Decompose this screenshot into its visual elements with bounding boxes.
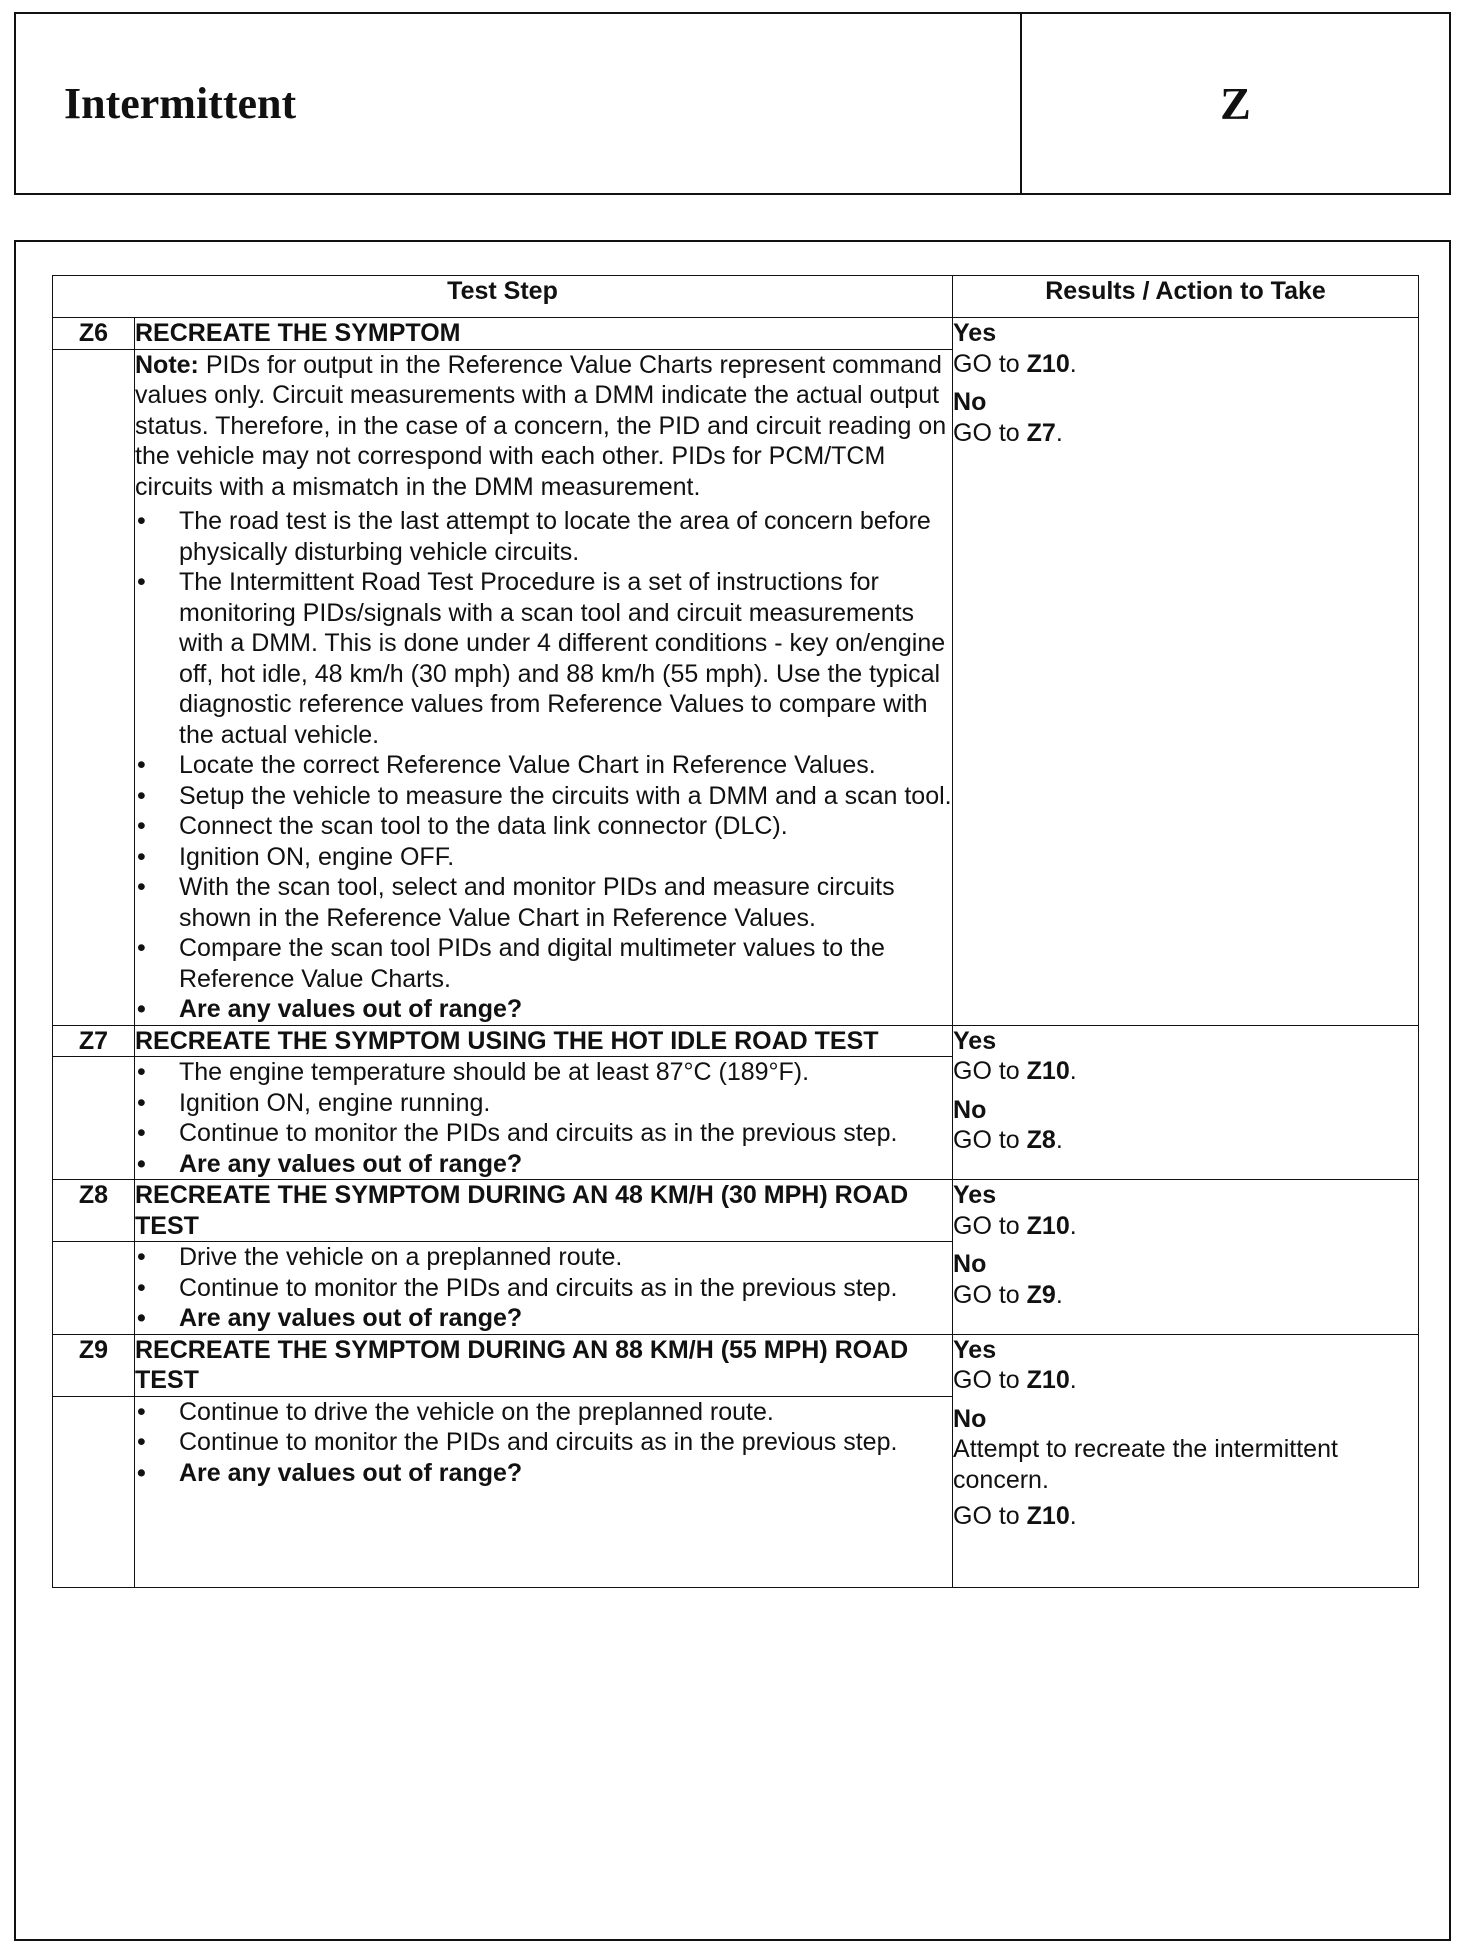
step-results: Yes GO to Z10. No Attempt to recreate the intermittent concern. GO to Z10. [953,1334,1419,1587]
step-title: RECREATE THE SYMPTOM USING THE HOT IDLE ROAD TEST [135,1025,953,1057]
note-text: PIDs for output in the Reference Value Charts represent command values only. Circuit measurements with a DMM indicate the actual output status. Therefore, in the case of a concern, the PID and circuit reading on the vehicle may not correspond with each other. PIDs for PCM/TCM circuits with a mismatch in the DMM measurement. [135,350,947,501]
go-to-link[interactable]: Z9 [1026,1280,1056,1309]
question-item: • Are any values out of range? [135,994,952,1025]
bullet-item: • The Intermittent Road Test Procedure is a set of instructions for monitoring PIDs/signals with a scan tool and circuit measurements with a DMM. This is done under 4 different conditions - key on/engine off, hot idle, 48 km/h (30 mph) and 88 km/h (55 mph). Use the typical diagnostic reference values from Reference Values to compare with the actual vehicle. [135,567,952,750]
go-to-text: GO to [953,1057,1020,1085]
col-test-step-header: Test Step [53,276,953,318]
go-to-link[interactable]: Z7 [1026,418,1056,447]
col-results-header: Results / Action to Take [953,276,1419,318]
go-to-text: GO to [953,1280,1020,1309]
step-body [135,1242,953,1335]
step-id: Z8 [53,1180,135,1242]
step-z7-title-row [53,1025,1419,1057]
step-results: Yes GO to Z10. No GO to Z9. [953,1180,1419,1335]
title-box [14,12,1451,195]
go-to-text: GO to [953,1366,1020,1394]
go-to-link[interactable]: Z8 [1026,1126,1056,1154]
step-results: Yes GO to Z10. No GO to Z8. [953,1025,1419,1180]
step-title: RECREATE THE SYMPTOM [135,318,953,350]
no-action-text: Attempt to recreate the intermittent concern. [953,1435,1338,1494]
step-id: Z6 [53,318,135,350]
bullet-item: • Connect the scan tool to the data link connector (DLC). [135,811,952,842]
no-label: No [953,388,987,416]
step-title: RECREATE THE SYMPTOM DURING AN 88 KM/H (55 MPH) ROAD TEST [135,1334,953,1396]
go-to-link[interactable]: Z10 [1026,1057,1070,1085]
no-label: No [953,1404,987,1433]
go-to-text: GO to [953,1211,1020,1240]
go-to-text: GO to [953,418,1020,447]
bullet-item: • Setup the vehicle to measure the circuits with a DMM and a scan tool. [135,781,952,812]
bullet-item: • The road test is the last attempt to locate the area of concern before physically disturbing vehicle circuits. [135,506,952,567]
step-z6-title-row [53,318,1419,350]
page-title: Intermittent [16,14,1022,193]
yes-label: Yes [953,1026,997,1055]
bullet-item: • With the scan tool, select and monitor PIDs and measure circuits shown in the Reference Value Chart in Reference Values. [135,872,952,933]
step-results: Yes GO to Z10. No GO to Z7. [953,318,1419,1026]
bullet-item: • Ignition ON, engine OFF. [135,842,952,873]
question-item: • Are any values out of range? [135,1303,952,1334]
go-to-text: GO to [953,349,1020,378]
step-title: RECREATE THE SYMPTOM DURING AN 48 KM/H (30 MPH) ROAD TEST [135,1180,953,1242]
yes-label: Yes [953,319,997,347]
step-z8-title-row [53,1180,1419,1242]
bullet-item: • Locate the correct Reference Value Chart in Reference Values. [135,750,952,781]
step-bullets [135,1242,952,1334]
step-bullets [135,506,952,1025]
bullet-item: • Continue to monitor the PIDs and circuits as in the previous step. [135,1118,952,1149]
go-to-text: GO to [953,1502,1020,1530]
step-bullets [135,1057,952,1179]
no-label: No [953,1095,987,1124]
step-z9-title-row [53,1334,1419,1396]
table-header-row [53,276,1419,318]
section-code: Z [1220,78,1251,129]
yes-label: Yes [953,1335,997,1364]
step-id: Z7 [53,1025,135,1057]
go-to-text: GO to [953,1126,1020,1154]
go-to-link[interactable]: Z10 [1026,349,1070,378]
bullet-item: • The engine temperature should be at least 87°C (189°F). [135,1057,952,1088]
question-item: • Are any values out of range? [135,1458,952,1489]
step-body [135,1057,953,1180]
bullet-item: • Continue to drive the vehicle on the preplanned route. [135,1397,952,1428]
question-item: • Are any values out of range? [135,1149,952,1180]
bullet-item: • Compare the scan tool PIDs and digital multimeter values to the Reference Value Charts. [135,933,952,994]
bullet-item: • Continue to monitor the PIDs and circuits as in the previous step. [135,1273,952,1304]
no-label: No [953,1250,987,1278]
step-body [135,1396,953,1587]
step-body [135,349,953,1025]
note-label: Note: [135,350,199,379]
bullet-item: • Ignition ON, engine running. [135,1088,952,1119]
yes-label: Yes [953,1181,997,1209]
go-to-link[interactable]: Z10 [1026,1502,1070,1530]
step-id: Z9 [53,1334,135,1396]
go-to-link[interactable]: Z10 [1026,1366,1070,1394]
test-step-table [52,275,1419,1588]
bullet-item: • Continue to monitor the PIDs and circuits as in the previous step. [135,1427,952,1458]
step-bullets [135,1397,952,1489]
bullet-item: • Drive the vehicle on a preplanned route. [135,1242,952,1273]
go-to-link[interactable]: Z10 [1026,1211,1070,1240]
